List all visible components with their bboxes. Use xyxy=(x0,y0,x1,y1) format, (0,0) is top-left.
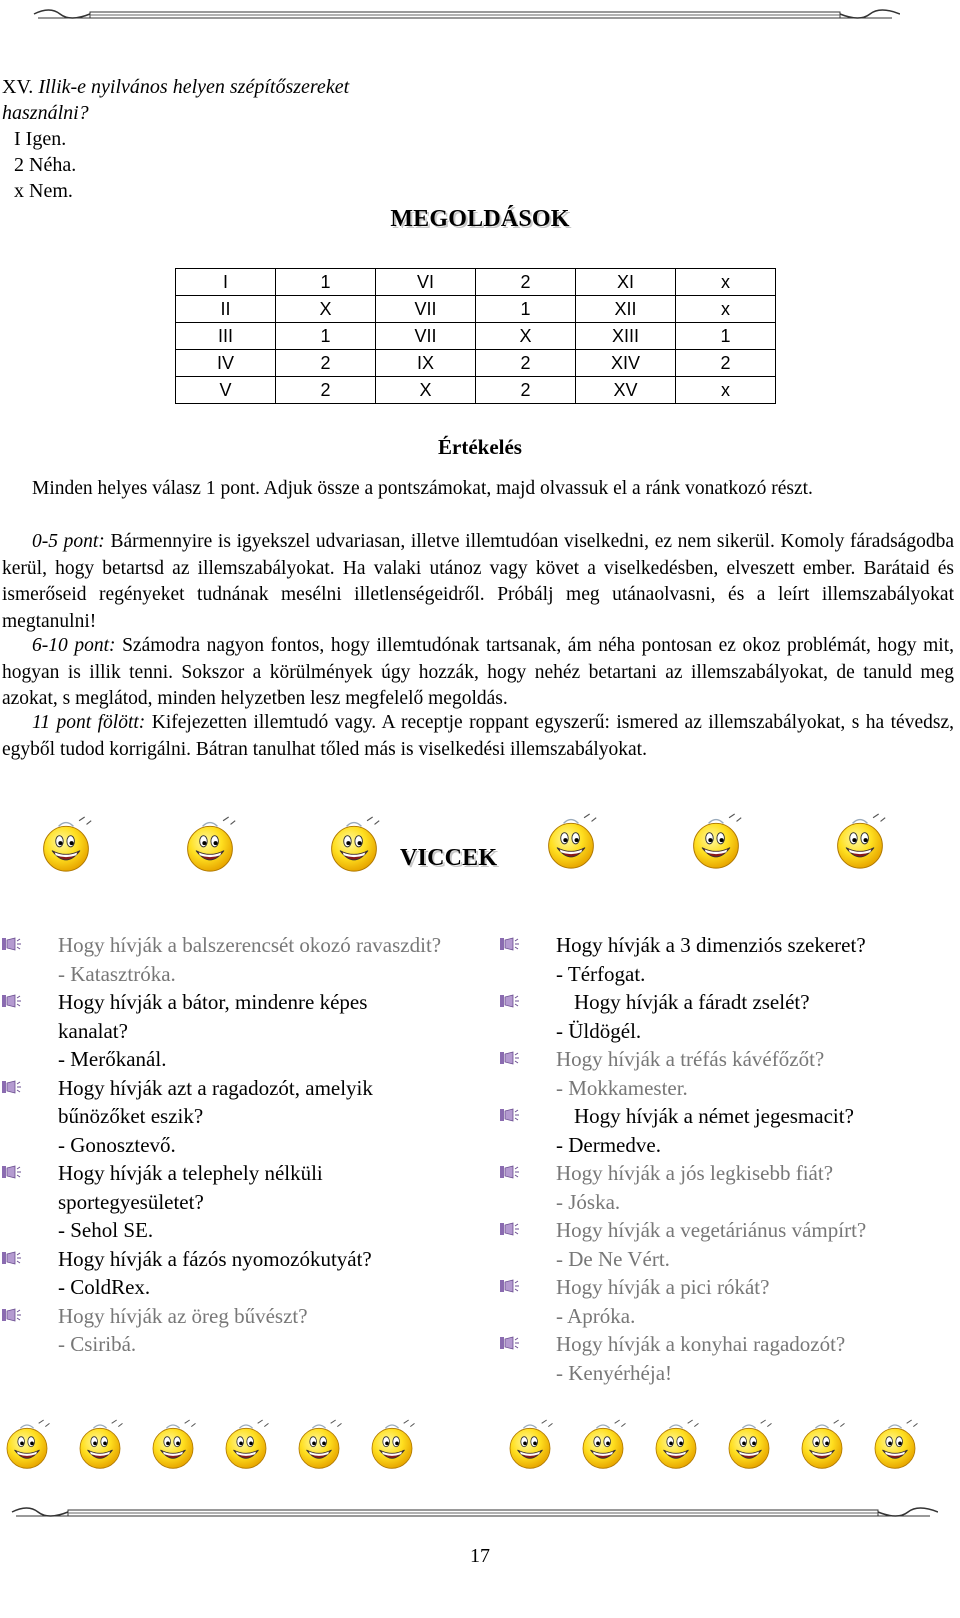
joke-question: Hogy hívják a konyhai ragadozót? xyxy=(556,1332,846,1356)
joke-item xyxy=(500,1216,950,1273)
section-label: 0-5 pont: xyxy=(32,531,105,552)
joke-item xyxy=(2,1159,442,1245)
table-cell: x xyxy=(676,296,776,323)
joke-question: Hogy hívják a tréfás kávéfőzőt? xyxy=(556,1047,825,1071)
joke-answer: - Gonosztevő. xyxy=(58,1132,176,1157)
bullet-icon xyxy=(500,1221,520,1237)
option-3: x Nem. xyxy=(14,180,73,202)
table-cell: 2 xyxy=(676,350,776,377)
joke-question: Hogy hívják a balszerencsét okozó ravaszdit? xyxy=(58,933,442,957)
evaluation-section-1 xyxy=(2,633,954,713)
table-cell: 1 xyxy=(276,269,376,296)
table-cell: I xyxy=(176,269,276,296)
smiley-icon xyxy=(182,815,238,875)
table-cell: XIV xyxy=(576,350,676,377)
table-cell: 1 xyxy=(276,323,376,350)
table-cell: IV xyxy=(176,350,276,377)
smiley-icon xyxy=(543,812,599,872)
smiley-icon xyxy=(651,1418,701,1472)
bullet-icon xyxy=(500,936,520,952)
joke-item xyxy=(500,931,950,988)
smiley-icon xyxy=(832,812,888,872)
joke-answer: - Mokkamester. xyxy=(556,1075,688,1100)
question-block xyxy=(2,74,422,204)
table-cell: 2 xyxy=(476,377,576,404)
table-row xyxy=(176,350,776,377)
table-cell: VI xyxy=(376,269,476,296)
table-cell: XV xyxy=(576,377,676,404)
bullet-icon xyxy=(500,1107,520,1123)
joke-answer: - ColdRex. xyxy=(58,1275,151,1299)
bullet-icon xyxy=(500,1335,520,1351)
bullet-icon xyxy=(500,1164,520,1180)
table-cell: X xyxy=(476,323,576,350)
joke-answer: - Apróka. xyxy=(556,1303,636,1328)
smiley-icon xyxy=(38,815,94,875)
joke-question: Hogy hívják a pici rókát? xyxy=(556,1275,770,1299)
table-cell: 2 xyxy=(476,269,576,296)
joke-item xyxy=(2,1245,442,1302)
table-cell: III xyxy=(176,323,276,350)
smiley-icon xyxy=(75,1418,125,1472)
table-cell: x xyxy=(676,377,776,404)
table-cell: XIII xyxy=(576,323,676,350)
table-cell: V xyxy=(176,377,276,404)
question-number: XV. xyxy=(2,76,34,98)
evaluation-section-0 xyxy=(2,529,954,635)
joke-question: Hogy hívják a fáradt zselét? xyxy=(574,990,810,1014)
joke-item xyxy=(500,988,950,1045)
joke-item xyxy=(2,988,442,1074)
table-cell: x xyxy=(676,269,776,296)
joke-answer: - Üldögél. xyxy=(556,1018,642,1043)
evaluation-intro: Minden helyes válasz 1 pont. Adjuk össze a pontszámokat, majd olvassuk el a ránk vonatkozó részt. xyxy=(32,478,813,499)
table-row xyxy=(176,269,776,296)
bullet-icon xyxy=(500,1050,520,1066)
bullet-icon xyxy=(500,1278,520,1294)
top-decorative-rule xyxy=(30,4,900,26)
table-cell: X xyxy=(276,296,376,323)
joke-answer: - Katasztróka. xyxy=(58,961,176,986)
section-text: Kifejezetten illemtudó vagy. A receptje roppant egyszerű: ismered az illemszabályokat, s ha tévedsz, egyből tudod korrigálni. Bátran tanulhat tőled más is viselkedési illemszabályokat. xyxy=(2,712,954,760)
evaluation-section-2 xyxy=(2,710,954,763)
smiley-icon xyxy=(221,1418,271,1472)
joke-item xyxy=(500,1102,950,1159)
joke-question: Hogy hívják a jós legkisebb fiát? xyxy=(556,1161,834,1185)
bullet-icon xyxy=(2,1079,22,1095)
joke-question: Hogy hívják azt a ragadozót, amelyik bűnözőket eszik? xyxy=(58,1075,373,1128)
table-cell: VII xyxy=(376,296,476,323)
jokes-title: VICCEK xyxy=(400,845,498,871)
smiley-icon xyxy=(367,1418,417,1472)
joke-item xyxy=(2,1074,442,1160)
joke-item xyxy=(500,1330,950,1387)
joke-question: Hogy hívják a fázós nyomozókutyát? xyxy=(58,1246,372,1271)
joke-item xyxy=(500,1045,950,1102)
solutions-table xyxy=(175,268,776,404)
bottom-decorative-rule xyxy=(8,1502,938,1524)
smiley-icon xyxy=(148,1418,198,1472)
smiley-icon xyxy=(797,1418,847,1472)
table-cell: 2 xyxy=(476,350,576,377)
smiley-icon xyxy=(870,1418,920,1472)
option-2: 2 Néha. xyxy=(14,154,77,176)
joke-item xyxy=(500,1159,950,1216)
smiley-icon xyxy=(294,1418,344,1472)
joke-question: Hogy hívják a bátor, mindenre képes kanalat? xyxy=(58,990,368,1043)
smiley-icon xyxy=(688,812,744,872)
table-cell: 1 xyxy=(476,296,576,323)
table-cell: 2 xyxy=(276,350,376,377)
joke-question: Hogy hívják a 3 dimenziós szekeret? xyxy=(556,933,866,957)
joke-answer: - Merőkanál. xyxy=(58,1047,167,1071)
question-text: Illik-e nyilvános helyen szépítőszereket használni? xyxy=(2,76,350,124)
joke-answer: - Kenyérhéja! xyxy=(556,1360,673,1385)
option-1: I Igen. xyxy=(14,128,67,150)
section-text: Számodra nagyon fontos, hogy illemtudónak tartsanak, ám néha pontosan ez okoz problémát, hogy mit, hogyan is illik tenni. Sokszor a körülmények úgy hozzák, hogy nehéz betartani az illemszabályokat, de tanuld meg azokat, s meglátod, minden helyzetben lesz megfelelő megoldás. xyxy=(2,635,954,709)
joke-item xyxy=(2,1302,442,1359)
table-row xyxy=(176,296,776,323)
joke-question: Hogy hívják a német jegesmacit? xyxy=(574,1104,854,1128)
table-row xyxy=(176,323,776,350)
joke-question: Hogy hívják a vegetáriánus vámpírt? xyxy=(556,1218,867,1242)
joke-answer: - Térfogat. xyxy=(556,961,646,986)
joke-answer: - Jóska. xyxy=(556,1189,621,1214)
section-label: 6-10 pont: xyxy=(32,635,116,656)
smiley-icon xyxy=(578,1418,628,1472)
joke-answer: - Csiribá. xyxy=(58,1332,137,1356)
jokes-right-column xyxy=(500,931,950,1387)
table-cell: XII xyxy=(576,296,676,323)
smiley-icon xyxy=(505,1418,555,1472)
table-cell: VII xyxy=(376,323,476,350)
table-cell: XI xyxy=(576,269,676,296)
joke-item xyxy=(500,1273,950,1330)
bottom-smiley-row xyxy=(0,1418,960,1478)
bullet-icon xyxy=(500,993,520,1009)
table-cell: II xyxy=(176,296,276,323)
smiley-icon xyxy=(2,1418,52,1472)
table-cell: 2 xyxy=(276,377,376,404)
page-number: 17 xyxy=(470,1545,490,1567)
evaluation-title: Értékelés xyxy=(438,435,522,459)
joke-answer: - De Ne Vért. xyxy=(556,1246,670,1271)
table-row xyxy=(176,377,776,404)
table-cell: 1 xyxy=(676,323,776,350)
bullet-icon xyxy=(2,936,22,952)
jokes-left-column xyxy=(2,931,442,1359)
joke-question: Hogy hívják az öreg bűvészt? xyxy=(58,1303,308,1328)
section-text: Bármennyire is igyekszel udvariasan, illetve illemtudóan viselkedni, ez nem sikerül. Komoly fáradságodba kerül, hogy betartsd az illemszabályokat. Ha valaki utánoz vagy követ a viselkedésben, elveszett ember. Barátaid és ismerőseid regényeket tudnának mesélni illetlenségeidről. Próbálj meg utánaolvasni, és a leírt illemszabályokat megtanulni! xyxy=(2,531,954,632)
table-cell: IX xyxy=(376,350,476,377)
smiley-icon xyxy=(724,1418,774,1472)
section-label: 11 pont fölött: xyxy=(32,712,146,733)
solutions-title: MEGOLDÁSOK xyxy=(390,206,570,232)
joke-answer: - Sehol SE. xyxy=(58,1218,154,1242)
bullet-icon xyxy=(2,1307,22,1323)
table-cell: X xyxy=(376,377,476,404)
joke-answer: - Dermedve. xyxy=(556,1132,661,1157)
bullet-icon xyxy=(2,1164,22,1180)
bullet-icon xyxy=(2,1250,22,1266)
joke-item xyxy=(2,931,442,988)
bullet-icon xyxy=(2,993,22,1009)
smiley-icon xyxy=(326,815,382,875)
joke-question: Hogy hívják a telephely nélküli sportegyesületet? xyxy=(58,1161,323,1214)
